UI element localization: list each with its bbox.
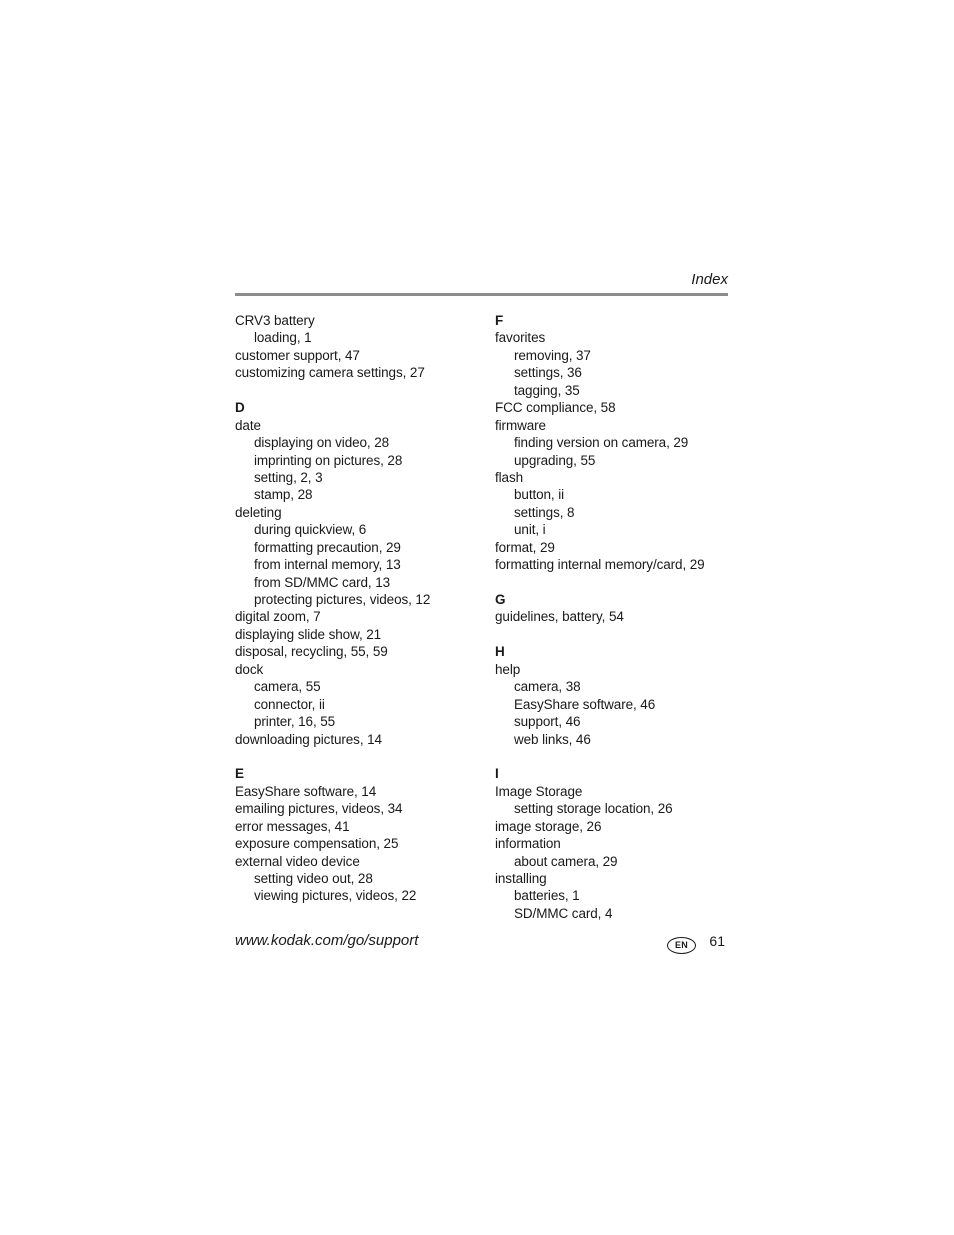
index-subentry: tagging, 35	[514, 382, 580, 398]
index-section	[495, 765, 735, 922]
index-subentry: web links, 46	[514, 731, 591, 747]
index-subentry: displaying on video, 28	[254, 435, 390, 451]
index-subentry: button, ii	[514, 487, 565, 503]
index-entry: error messages, 41	[235, 818, 350, 834]
index-subentry: finding version on camera, 29	[514, 435, 689, 451]
index-subentry: camera, 55	[254, 679, 321, 695]
index-entry: flash	[495, 469, 524, 485]
index-subentry: during quickview, 6	[254, 522, 367, 538]
footer-support-url[interactable]: www.kodak.com/go/support	[235, 932, 419, 949]
index-entry: disposal, recycling, 55, 59	[235, 644, 388, 660]
index-column-left	[235, 312, 485, 905]
index-subentry: formatting precaution, 29	[254, 539, 401, 555]
index-subentry: support, 46	[514, 714, 581, 730]
index-subentry: settings, 36	[514, 365, 582, 381]
index-subentry: removing, 37	[514, 347, 591, 363]
index-subentry: upgrading, 55	[514, 452, 596, 468]
index-section-letter: D	[235, 400, 245, 416]
index-subentry: setting video out, 28	[254, 871, 373, 886]
index-section	[495, 312, 735, 574]
index-entry: downloading pictures, 14	[235, 731, 382, 747]
index-subentry: from internal memory, 13	[254, 557, 401, 573]
index-section	[235, 765, 485, 905]
index-entry: EasyShare software, 14	[235, 783, 377, 799]
index-entry: CRV3 battery	[235, 313, 315, 328]
index-entry: format, 29	[495, 539, 555, 555]
index-subentry: batteries, 1	[514, 888, 580, 904]
index-subentry: printer, 16, 55	[254, 714, 336, 730]
index-subentry: from SD/MMC card, 13	[254, 574, 391, 590]
index-subentry: stamp, 28	[254, 487, 313, 503]
index-subentry: setting, 2, 3	[254, 469, 323, 485]
index-section-letter: I	[495, 766, 499, 782]
index-entry: Image Storage	[495, 783, 583, 799]
index-entry: exposure compensation, 25	[235, 836, 399, 852]
index-subentry: EasyShare software, 46	[514, 696, 656, 712]
index-subentry: connector, ii	[254, 696, 325, 712]
index-entry: guidelines, battery, 54	[495, 609, 624, 625]
index-entry: FCC compliance, 58	[495, 400, 616, 416]
index-section	[495, 591, 735, 626]
index-entry: formatting internal memory/card, 29	[495, 557, 705, 573]
index-subentry: about camera, 29	[514, 853, 618, 869]
language-badge: EN	[667, 937, 696, 954]
index-subentry: settings, 8	[514, 504, 575, 520]
page-number: 61	[709, 933, 725, 949]
index-entry: date	[235, 417, 261, 433]
header-rule	[235, 293, 728, 296]
index-entry: information	[495, 836, 561, 852]
index-subentry: setting storage location, 26	[514, 801, 673, 817]
index-subentry: viewing pictures, videos, 22	[254, 888, 417, 904]
index-section	[235, 312, 485, 382]
index-subentry: imprinting on pictures, 28	[254, 452, 403, 468]
index-section-letter: E	[235, 766, 244, 782]
index-entry: installing	[495, 871, 547, 886]
index-subentry: protecting pictures, videos, 12	[254, 592, 431, 607]
index-subentry: loading, 1	[254, 330, 312, 346]
index-section-letter: G	[495, 592, 506, 607]
index-entry: favorites	[495, 330, 546, 346]
index-entry: deleting	[235, 504, 282, 520]
index-entry: help	[495, 661, 521, 677]
index-subentry: camera, 38	[514, 679, 581, 695]
index-entry: digital zoom, 7	[235, 609, 321, 625]
index-section	[235, 399, 485, 748]
index-subentry: unit, i	[514, 522, 546, 538]
running-header-title: Index	[691, 271, 728, 288]
index-column-right	[495, 312, 735, 922]
index-section-letter: H	[495, 644, 505, 660]
index-entry: image storage, 26	[495, 818, 602, 834]
index-entry: firmware	[495, 417, 546, 433]
index-section	[495, 643, 735, 748]
index-subentry: SD/MMC card, 4	[514, 905, 613, 921]
index-entry: emailing pictures, videos, 34	[235, 801, 403, 817]
index-entry: customer support, 47	[235, 347, 360, 363]
index-entry: customizing camera settings, 27	[235, 365, 425, 381]
index-entry: external video device	[235, 853, 360, 869]
index-entry: displaying slide show, 21	[235, 626, 382, 642]
index-entry: dock	[235, 661, 264, 677]
index-section-letter: F	[495, 313, 504, 328]
